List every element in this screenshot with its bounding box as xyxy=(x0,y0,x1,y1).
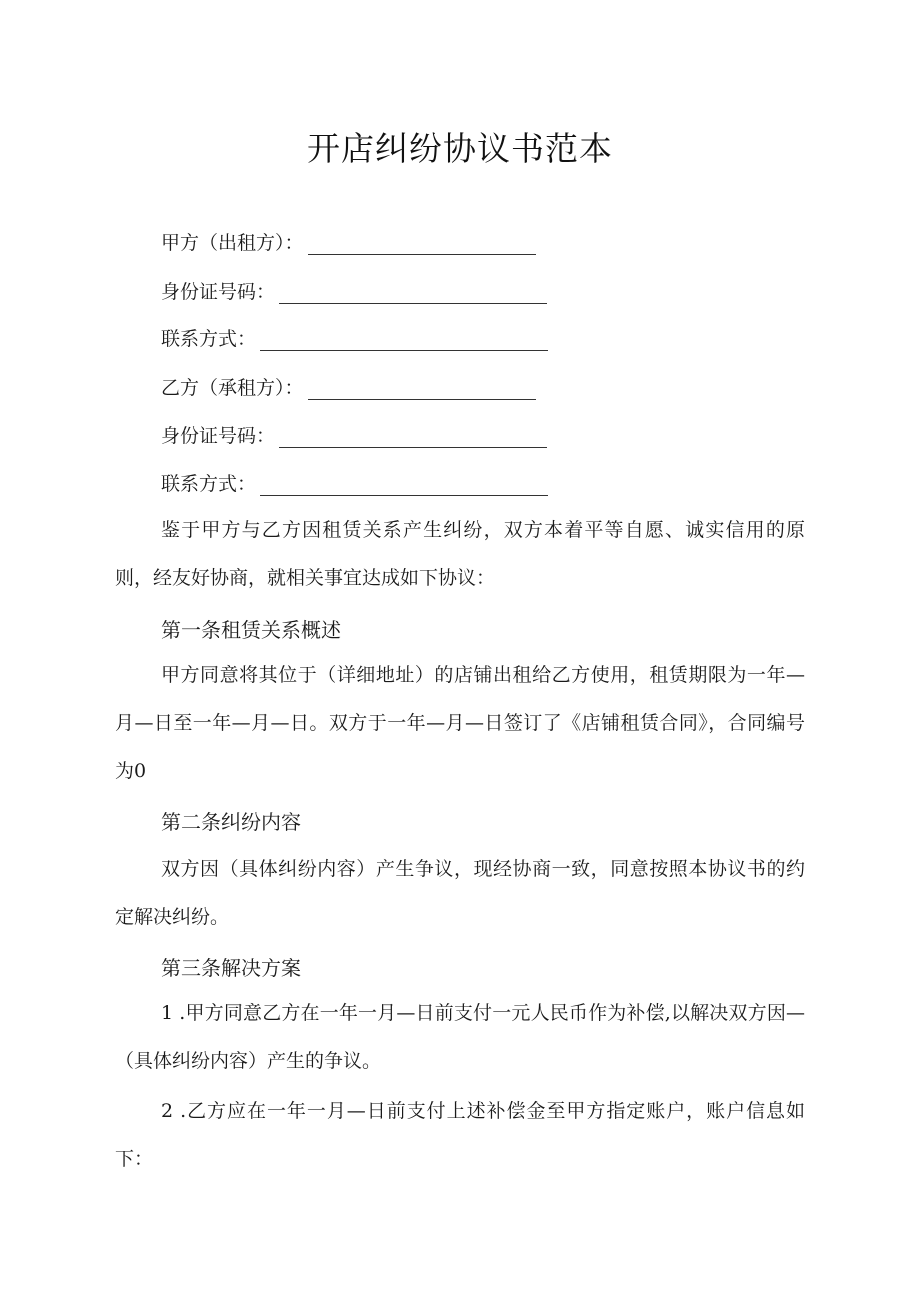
blank-line[interactable] xyxy=(260,330,548,351)
field-label: 甲方（出租方）： xyxy=(161,232,304,254)
blank-line[interactable] xyxy=(260,475,548,496)
blank-line[interactable] xyxy=(308,379,536,400)
field-label: 身份证号码： xyxy=(161,425,276,447)
blank-line[interactable] xyxy=(279,427,547,448)
section-3-item-2: 2 .乙方应在一年一月—日前支付上述补偿金至甲方指定账户，账户信息如下： xyxy=(115,1100,805,1170)
lessee-name-field[interactable] xyxy=(161,370,536,400)
lessor-id-field[interactable] xyxy=(161,274,547,304)
section-2-heading: 第二条纠纷内容 xyxy=(161,810,301,834)
section-3-heading: 第三条解决方案 xyxy=(161,956,301,980)
field-label: 乙方（承租方）： xyxy=(161,377,304,399)
section-1-heading: 第一条租赁关系概述 xyxy=(161,618,341,642)
lessor-contact-field[interactable] xyxy=(161,321,548,351)
intro-paragraph: 鉴于甲方与乙方因租赁关系产生纠纷，双方本着平等自愿、诚实信用的原则，经友好协商，就相关事宜达成如下协议： xyxy=(115,519,805,589)
lessee-id-field[interactable] xyxy=(161,418,547,448)
field-label: 联系方式： xyxy=(161,473,257,495)
blank-line[interactable] xyxy=(308,234,536,255)
field-label: 身份证号码： xyxy=(161,281,276,303)
blank-line[interactable] xyxy=(279,283,547,304)
lessee-contact-field[interactable] xyxy=(161,466,548,496)
document-title: 开店纠纷协议书范本 xyxy=(307,129,613,168)
section-2-body: 双方因（具体纠纷内容）产生争议，现经协商一致，同意按照本协议书的约定解决纠纷。 xyxy=(115,858,805,928)
section-1-body: 甲方同意将其位于（详细地址）的店铺出租给乙方使用，租赁期限为一年—月—日至一年—月—日。双方于一年—月—日签订了《店铺租赁合同》，合同编号为0 xyxy=(115,664,805,782)
lessor-name-field[interactable] xyxy=(161,225,536,255)
section-3-item-1: 1 .甲方同意乙方在一年一月—日前支付一元人民币作为补偿,以解决双方因—（具体纠纷内容）产生的争议。 xyxy=(115,1002,805,1072)
field-label: 联系方式： xyxy=(161,328,257,350)
